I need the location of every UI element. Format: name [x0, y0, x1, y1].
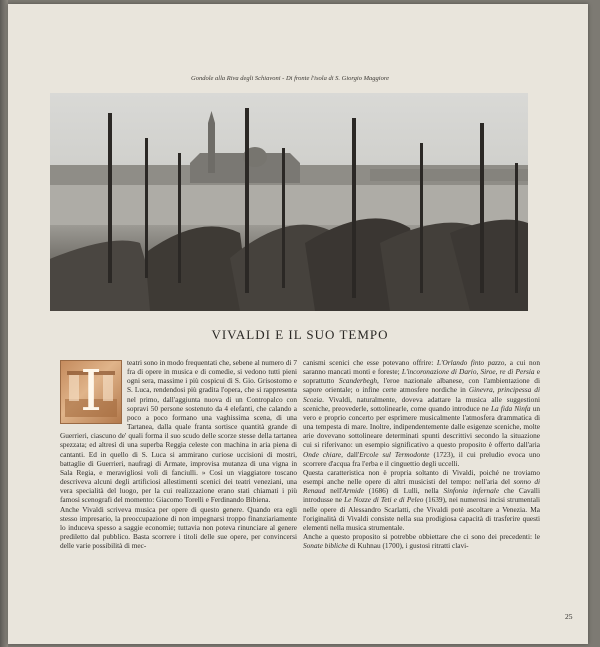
right-paragraph-2: Questa caratteristica non è propria soltanto di Vivaldi, poiché ne troviamo esempi anche nelle opere di altri musicisti del tempo: nell'aria del sonno di Renaud nell'Armide (1686) di Lulli, nella Sinfonia infernale che Cavalli introdusse ne Le Nozze di Teti e di Peleo (1639), nei numerosi incisi strumentali nelle opere di Alessandro Scarlatti, che Vivaldi potè ascoltare a Venezia. Ma l'originalità di Vivaldi consiste nella sua prodigiosa capacità di trasferire questi elementi nella musica strumentale.: [303, 467, 540, 532]
illuminated-initial: [60, 360, 122, 424]
left-column: [60, 358, 297, 550]
photo-caption: Gondole alla Riva degli Schiavoni - Di fronte l'isola di S. Giorgio Maggiore: [191, 75, 389, 82]
left-paragraph-2: Anche Vivaldi scriveva musica per opere di questo genere. Quando era egli stesso impresario, la preoccupazione di non impegnarsi troppo finanziariamente lo induceva spesso a saggie economie; tuttavia non poteva rinunciare al genere prediletto dal pubblico. Basta scorrere i titoli delle sue opere, per convincersi delle varie possibilità di mec-: [60, 504, 297, 551]
page-edge: [0, 0, 8, 647]
drop-cap-letter: I: [79, 359, 103, 424]
right-paragraph-1: canismi scenici che esse potevano offrire: L'Orlando finto pazzo, a cui non saranno mancati monti e foreste; L'incoronazione di Dario, Siroe, re di Persia e soprattutto Scanderbegh, l'eroe nazionale albanese, con l'ambientazione di sapore orientale; o infine certe atmosfere nordiche in Ginevra, principessa di Scozia. Vivaldi, naturalmente, doveva adattare la musica alle suggestioni sceniche, preovederle, sottolinearle, come quando introduce ne La fida Ninfa un vero e proprio concerto per esprimere musicalmente l'atmosfera drammatica di una tempesta di mare. Inoltre, indipendentemente dalle esigenze sceniche, molte arie dovevano sottolineare determinati spunti descrittivi secondo la situazione cui si riferivano: un esempio significativo a questo proposito è offerto dall'aria Onde chiare, dall'Ercole sul Termodonte (1723), il cui preludio evoca uno scorrere d'acqua fra l'erba e il cinguettio degli uccelli.: [303, 358, 541, 468]
right-column: [303, 358, 540, 550]
page-number: 25: [565, 612, 573, 621]
venice-gondolas-photo: [50, 93, 528, 311]
right-paragraph-3: Anche a questo proposito si potrebbe obbiettare che ci sono dei precedenti: le Sonate bibliche di Kuhnau (1700), i gustosi ritratti clavi-: [303, 531, 540, 551]
left-paragraph-1: teatri sono in modo frequentati che, sebene al numero di 7 fra di opere in musica e di comedie, si vedono tutti pieni ogni sera, massime i più cospicui di S. Gio. Grisostomo e S. Luca, rendendosi più gradita l'opera, che si rappresenta nel primo, dall'aggiunta nuova di un Contropalco con sopravi 50 persone sostenuto da 4 elefanti, che calando a poco a poco formano una vaghissima scena, di una Tartanea, dalla quale franta sortisce quantità grande di Guerrieri, ciascuno de' quali forma il suo scudo delle scorze stesse della tartanea spezzata; ed altresì di una superba Reggia celeste con machina in aria piena di cantanti. Ed in quello di S. Luca si ammirano curiose uccisioni di mostri, battaglie di Guerrieri, naufragi di Armate, improvisa mutanza di una vigna in Sala Regia, e meravigliosi voli di fanciulli. » Così un viaggiatore toscano descriveva alcuni degli artificiosi allestimenti scenici dei teatri veneziani, una vera specialità del luogo, per la cui realizzazione erano stati chiamati i più famosi scenografi del momento: Giacomo Torelli e Ferdinando Bibiena.: [60, 358, 297, 505]
section-title: VIVALDI E IL SUO TEMPO: [211, 327, 389, 342]
